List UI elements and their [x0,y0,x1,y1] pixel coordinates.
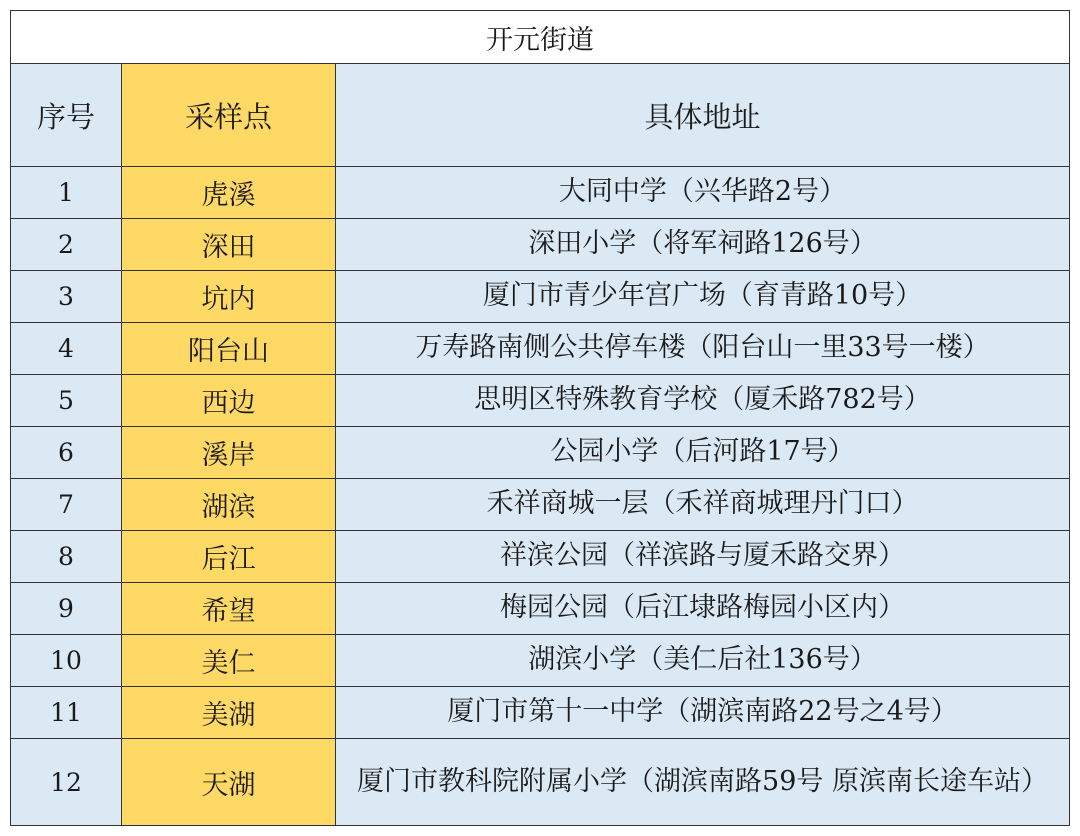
table-row [11,427,1070,479]
row-site: 美仁 [122,635,336,687]
table-row [11,583,1070,635]
row-address: 公园小学（后河路17号） [336,427,1070,479]
row-address: 梅园公园（后江埭路梅园小区内） [336,583,1070,635]
row-address: 厦门市教科院附属小学（湖滨南路59号 原滨南长途车站） [336,739,1070,826]
row-index: 4 [11,323,122,375]
row-site: 西边 [122,375,336,427]
row-index: 5 [11,375,122,427]
table-row [11,687,1070,739]
row-address: 湖滨小学（美仁后社136号） [336,635,1070,687]
row-address: 禾祥商城一层（禾祥商城理丹门口） [336,479,1070,531]
row-site: 坑内 [122,271,336,323]
table-row [11,167,1070,219]
row-index: 10 [11,635,122,687]
row-site: 湖滨 [122,479,336,531]
table-row [11,739,1070,826]
row-site: 溪岸 [122,427,336,479]
row-address: 深田小学（将军祠路126号） [336,219,1070,271]
row-site: 深田 [122,219,336,271]
header-address: 具体地址 [336,64,1070,167]
table-row [11,271,1070,323]
table-row [11,531,1070,583]
row-index: 8 [11,531,122,583]
row-index: 7 [11,479,122,531]
row-address: 万寿路南侧公共停车楼（阳台山一里33号一楼） [336,323,1070,375]
sampling-sites-table-container [10,10,1069,826]
row-index: 12 [11,739,122,826]
row-address: 厦门市青少年宫广场（育青路10号） [336,271,1070,323]
row-address: 大同中学（兴华路2号） [336,167,1070,219]
row-site: 希望 [122,583,336,635]
row-index: 11 [11,687,122,739]
table-row [11,479,1070,531]
row-site: 阳台山 [122,323,336,375]
row-address: 思明区特殊教育学校（厦禾路782号） [336,375,1070,427]
row-address: 祥滨公园（祥滨路与厦禾路交界） [336,531,1070,583]
row-index: 6 [11,427,122,479]
row-index: 3 [11,271,122,323]
table-row [11,635,1070,687]
row-index: 1 [11,167,122,219]
row-site: 美湖 [122,687,336,739]
sampling-sites-table [10,10,1070,826]
row-index: 2 [11,219,122,271]
table-title: 开元街道 [11,11,1070,64]
table-row [11,375,1070,427]
table-row [11,219,1070,271]
row-index: 9 [11,583,122,635]
header-index: 序号 [11,64,122,167]
table-row [11,323,1070,375]
row-address: 厦门市第十一中学（湖滨南路22号之4号） [336,687,1070,739]
row-site: 虎溪 [122,167,336,219]
row-site: 后江 [122,531,336,583]
row-site: 天湖 [122,739,336,826]
header-site: 采样点 [122,64,336,167]
